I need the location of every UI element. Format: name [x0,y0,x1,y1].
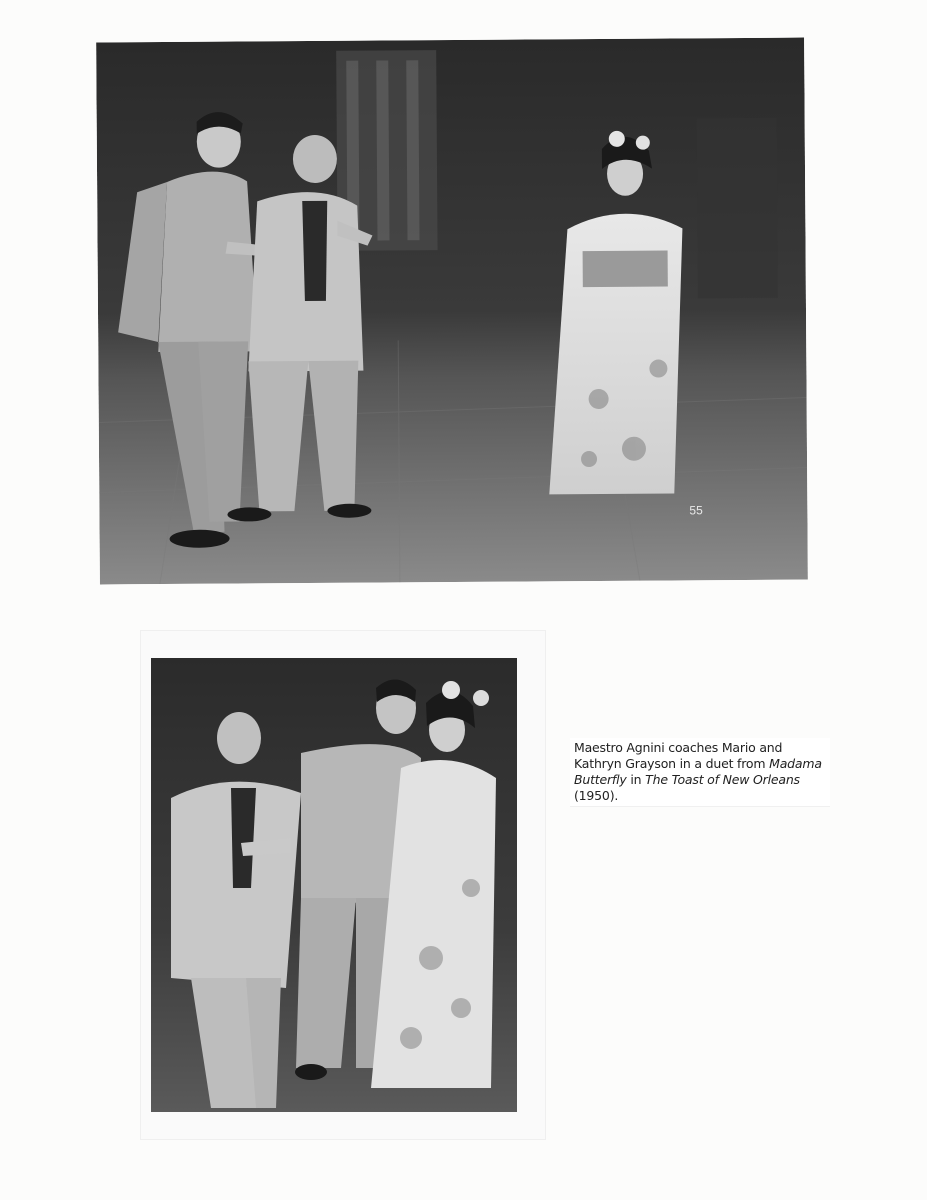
photo-rehearsal-close [151,658,517,1112]
page-number: 55 [689,503,703,518]
photo-rehearsal-close-image [151,658,517,1112]
photo-rehearsal-wide-image [96,38,808,585]
caption-text-2: in [626,772,646,787]
caption-title-opera: Madama Butterfly [574,756,822,787]
caption-text-1: Maestro Agnini coaches Mario and Kathryn Grayson in a duet from [574,740,783,771]
caption-title-film: The Toast of New Orleans [645,772,800,787]
caption-text-3: (1950). [574,788,619,803]
photo-caption [570,738,830,807]
photo-rehearsal-wide [96,38,808,585]
